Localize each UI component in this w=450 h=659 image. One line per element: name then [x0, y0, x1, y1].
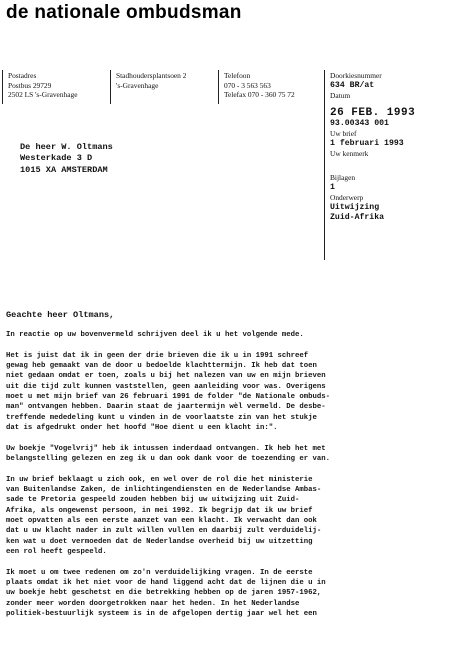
letter-metadata [330, 71, 415, 223]
letter-paragraph [6, 568, 444, 619]
paragraph-line: In reactie op uw bovenvermeld schrijven deel ik u het volgende mede. [6, 331, 304, 339]
header-divider [2, 70, 3, 104]
date-stamp: 26 FEB. 1993 [330, 107, 416, 119]
header-phone [224, 71, 295, 100]
header-line: Stadhoudersplantsoen 2 [116, 71, 187, 80]
header-divider [110, 70, 111, 104]
paragraph-line: treffende mededeling kunt u vinden in de voorlaatste zin van het stukje [6, 413, 317, 422]
datum-label: Datum [330, 91, 351, 100]
paragraph-line: niet gedaan omdat er toen, zoals u bij het nalezen van uw en mijn brieven [6, 372, 326, 381]
paragraph-line: Uw boekje "Vogelvrij" heb ik intussen inderdaad ontvangen. Ik heb het met [6, 444, 326, 453]
onderwerp-label: Onderwerp [330, 193, 364, 202]
letter-paragraph [6, 444, 444, 465]
paragraph-line: Ik moet u om twee redenen om zo'n verduidelijking vragen. In de eerste [6, 568, 313, 577]
paragraph-line: politiek-bestuurlijk systeem is in de afgelopen dertig jaar wel het een [6, 609, 317, 618]
uw-kenmerk-label: Uw kenmerk [330, 149, 369, 158]
letter-body [6, 330, 444, 630]
paragraph-line: uit die tijd zult kunnen vaststellen, geen aanleiding voor was. Overigens [6, 382, 326, 391]
paragraph-line: zonder meer worden doorgetrokken naar het heden. In het Nederlandse [6, 599, 300, 608]
letter-paragraph [6, 475, 444, 557]
paragraph-line: gewag heb gemaakt van de door u bedoelde klachttermijn. Ik heb dat toen [6, 362, 317, 371]
uw-brief-value: 1 februari 1993 [330, 139, 404, 148]
recipient-line: De heer W. Oltmans [20, 142, 113, 152]
paragraph-line: uw boekje hebt geschetst en die betrekking hebben op de jaren 1957-1962, [6, 589, 322, 598]
reference-number: 93.00343 001 [330, 119, 389, 128]
bijlagen-value: 1 [330, 183, 335, 192]
paragraph-line: plaats omdat ik het niet voor de hand liggend acht dat de lijnen die u in [6, 578, 326, 587]
header-divider [218, 70, 219, 104]
bijlagen-label: Bijlagen [330, 173, 356, 182]
header-line: Telefoon [224, 71, 251, 80]
header-line: Postadres [8, 71, 37, 80]
header-line: 's-Gravenhage [116, 80, 159, 90]
onderwerp-line: Zuid-Afrika [330, 213, 385, 222]
letter-paragraph [6, 330, 444, 340]
header-line: 2502 LS 's-Gravenhage [8, 90, 78, 100]
paragraph-line: dat u uw klacht nader in zult willen vullen en daarbij zult verduidelij- [6, 527, 322, 536]
paragraph-line: ken wat u doet vermoeden dat de Nederlandse overheid bij uw uitzetting [6, 537, 313, 546]
paragraph-line: een rol heeft gespeeld. [6, 547, 107, 556]
paragraph-line: moet u met mijn brief van 26 februari 1991 de folder "de Nationale ombuds- [6, 392, 331, 401]
header-line: 070 - 3 563 563 [224, 80, 271, 90]
doorkiesnummer-label: Doorkiesnummer [330, 71, 382, 80]
header-line: Postbus 29729 [8, 80, 52, 90]
paragraph-line: In uw brief beklaagt u zich ook, en wel over de rol die het ministerie [6, 475, 313, 484]
header-postal-address [8, 71, 77, 100]
paragraph-line: Het is juist dat ik in geen der drie brieven die ik u in 1991 schreef [6, 351, 309, 360]
recipient-address [20, 142, 113, 176]
paragraph-line: sade te Pretoria gespeeld zouden hebben bij uw uitwijzing uit Zuid- [6, 496, 300, 505]
paragraph-line: man" ontvangen hebben. Daarin staat de jaartermijn wèl vermeld. De desbe- [6, 403, 326, 412]
onderwerp-line: Uitwijzing [330, 203, 380, 212]
paragraph-line: belangstelling gelezen en zeg ik u dan ook dank voor de toezending er van. [6, 454, 331, 463]
paragraph-line: dat is afgedrukt onder het hoofd "Hoe dient u een klacht in:". [6, 423, 278, 432]
header-visit-address [116, 71, 186, 90]
ombudsman-logo: de nationale ombudsman [6, 2, 242, 23]
header-line: Telefax 070 - 360 75 72 [224, 90, 295, 100]
doorkiesnummer-value: 634 BR/at [330, 81, 375, 90]
salutation: Geachte heer Oltmans, [6, 310, 115, 320]
uw-brief-label: Uw brief [330, 129, 357, 138]
paragraph-line: van Buitenlandse Zaken, de inlichtingendiensten en de Nederlandse Ambas- [6, 486, 322, 495]
meta-divider [324, 70, 325, 260]
paragraph-line: moet opvatten als een eerste aanzet van een klacht. Ik verwacht dan ook [6, 516, 317, 525]
recipient-line: 1015 XA AMSTERDAM [20, 164, 108, 175]
letter-paragraph [6, 351, 444, 433]
paragraph-line: Afrika, als ongewenst persoon, in mei 1992. Ik begrijp dat ik uw brief [6, 506, 313, 515]
recipient-line: Westerkade 3 D [20, 153, 93, 164]
